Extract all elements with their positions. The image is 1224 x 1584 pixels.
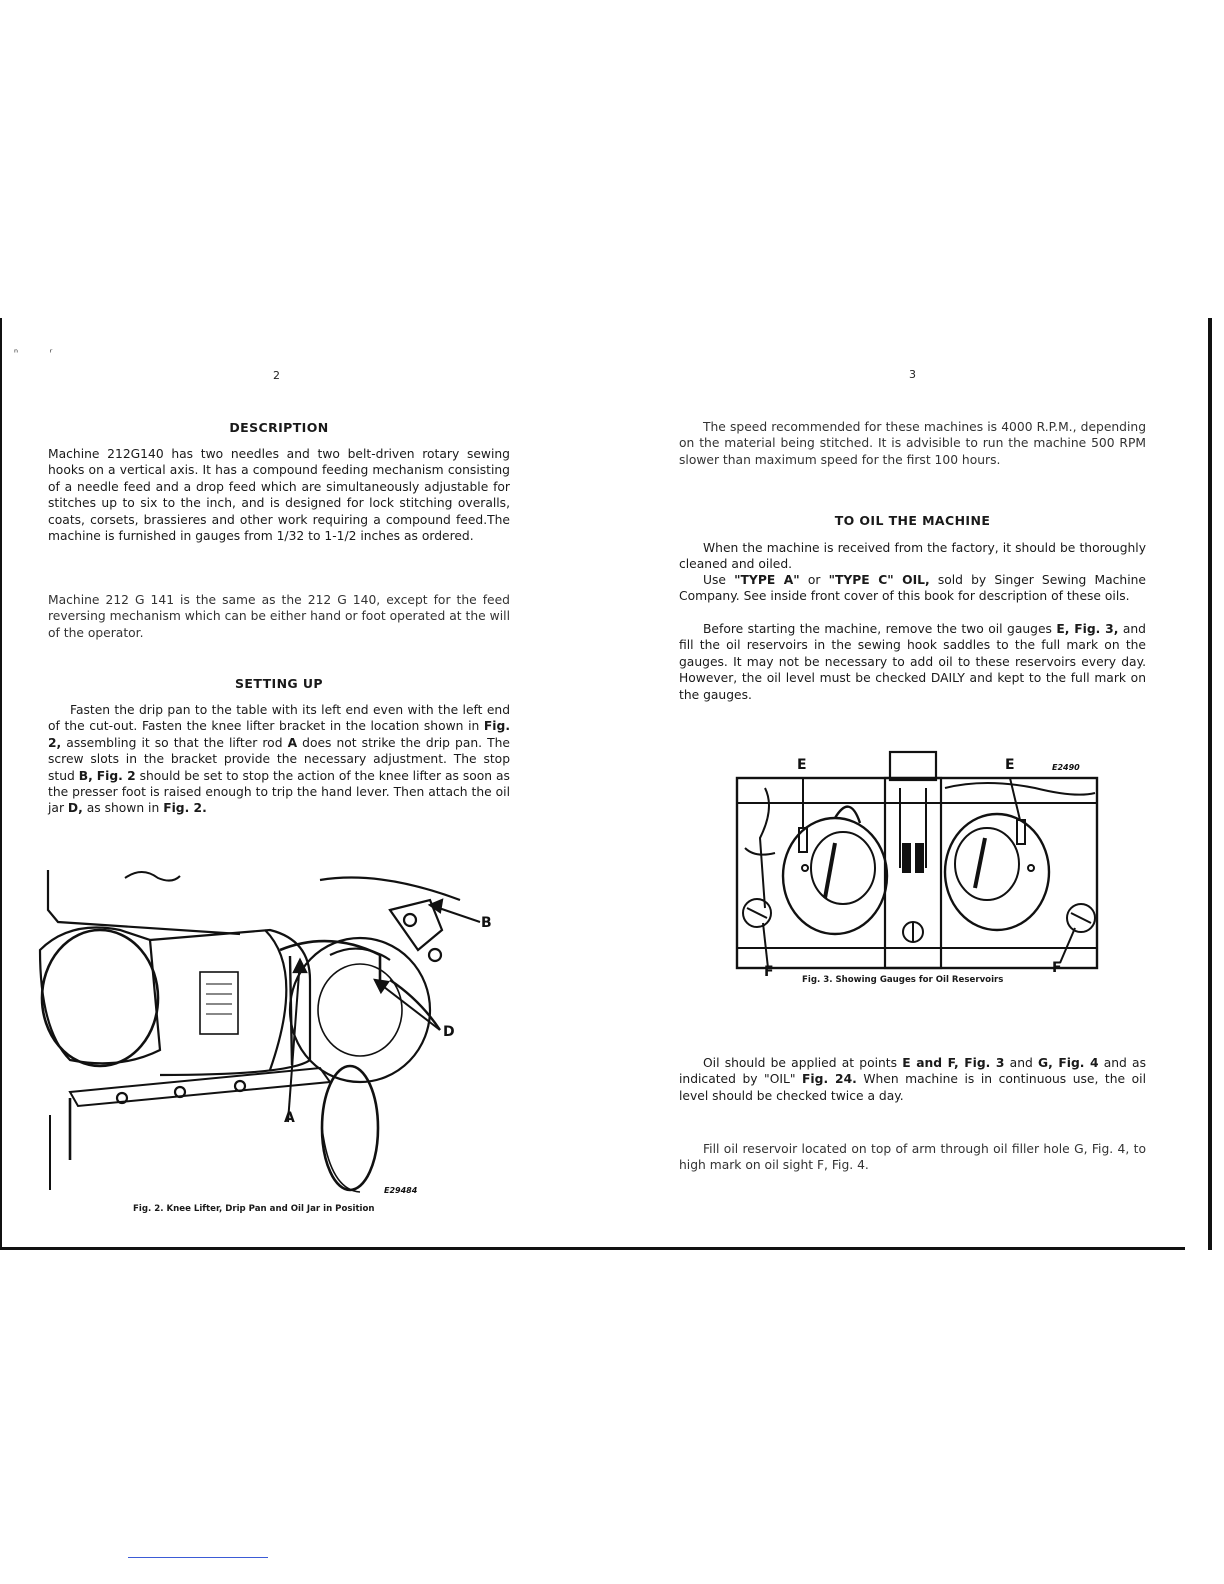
figure2-serial: E29484 [384,1186,418,1195]
figure3-serial: E2490 [1052,763,1080,772]
fill-reservoir-paragraph: Fill oil reservoir located on top of arm through oil filler hole G, Fig. 4, to high mark on oil sight F, Fig. 4. [679,1142,1146,1173]
page-number-right: 3 [909,368,916,381]
scan-specks: ⁿ ʳ [14,348,53,359]
figure2-label-d: D [443,1024,455,1040]
oil-paragraph-1: When the machine is received from the factory, it should be thoroughly cleaned and oiled. [679,541,1146,572]
setting-up-paragraph: Fasten the drip pan to the table with its left end even with the left end of the cut-out. Fasten the knee lifter bracket in the location shown in Fig. 2, assembling it so that the lifter rod A does not strike the drip pan. The screw slots in the bracket provide the necessary adjustment. The stop stud B, Fig. 2 should be set to stop the action of the knee lifter as soon as the presser foot is raised enough to trip the hand lever. Then attach the oil jar D, as shown in Fig. 2. [48,703,510,816]
description-heading: DESCRIPTION [229,420,329,435]
figure3-label-e-right: E [1005,757,1015,773]
figure2-caption: Fig. 2. Knee Lifter, Drip Pan and Oil Jar in Position [133,1204,375,1214]
scan-underline [128,1557,268,1558]
oil-gauges-illustration [735,748,1105,980]
figure3-label-f-left: F [764,964,774,980]
oil-paragraph-3: Before starting the machine, remove the two oil gauges E, Fig. 3, and fill the oil reservoirs in the sewing hook saddles to the full mark on the gauges. It may not be necessary to add oil to these reservoirs every day. However, the oil level must be checked DAILY and kept to the full mark on the gauges. [679,622,1146,702]
oil-machine-heading: TO OIL THE MACHINE [834,513,991,528]
figure3-label-f-right: F [1052,960,1062,976]
description-paragraph-1: Machine 212G140 has two needles and two belt-driven rotary sewing hooks on a vertical axis. It has a compound feeding mechanism consisting of a needle feed and a drop feed which are simultaneously adjustable for stitches up to six to the inch, and is designed for lock stitching overalls, coats, corsets, brassieres and other work requiring a compound feed.The machine is furnished in gauges from 1/32 to 1-1/2 inches as ordered. [48,447,510,544]
figure2-label-a: A [284,1110,295,1126]
scan-edge-left [0,318,2,1250]
setting-up-heading: SETTING UP [235,676,323,691]
figure3-caption: Fig. 3. Showing Gauges for Oil Reservoirs [802,975,1004,985]
scan-edge-bottom [0,1247,1185,1250]
apply-oil-paragraph: Oil should be applied at points E and F, Fig. 3 and G, Fig. 4 and as indicated by "OIL" Fig. 24. When machine is in continuous use, the oil level should be checked twice a day. [679,1056,1146,1103]
description-paragraph-2: Machine 212 G 141 is the same as the 212 G 140, except for the feed reversing mechanism which can be either hand or foot operated at the will of the operator. [48,593,510,640]
figure3-label-e-left: E [797,757,807,773]
figure2-label-b: B [481,915,492,931]
speed-paragraph: The speed recommended for these machines is 4000 R.P.M., depending on the material being stitched. It is advisible to run the machine 500 RPM slower than maximum speed for the first 100 hours. [679,420,1146,467]
oil-paragraph-2: Use "TYPE A" or "TYPE C" OIL, sold by Singer Sewing Machine Company. See inside front cover of this book for description of these oils. [679,573,1146,604]
page-number-left: 2 [273,369,280,382]
scan-edge-right [1208,318,1212,1250]
